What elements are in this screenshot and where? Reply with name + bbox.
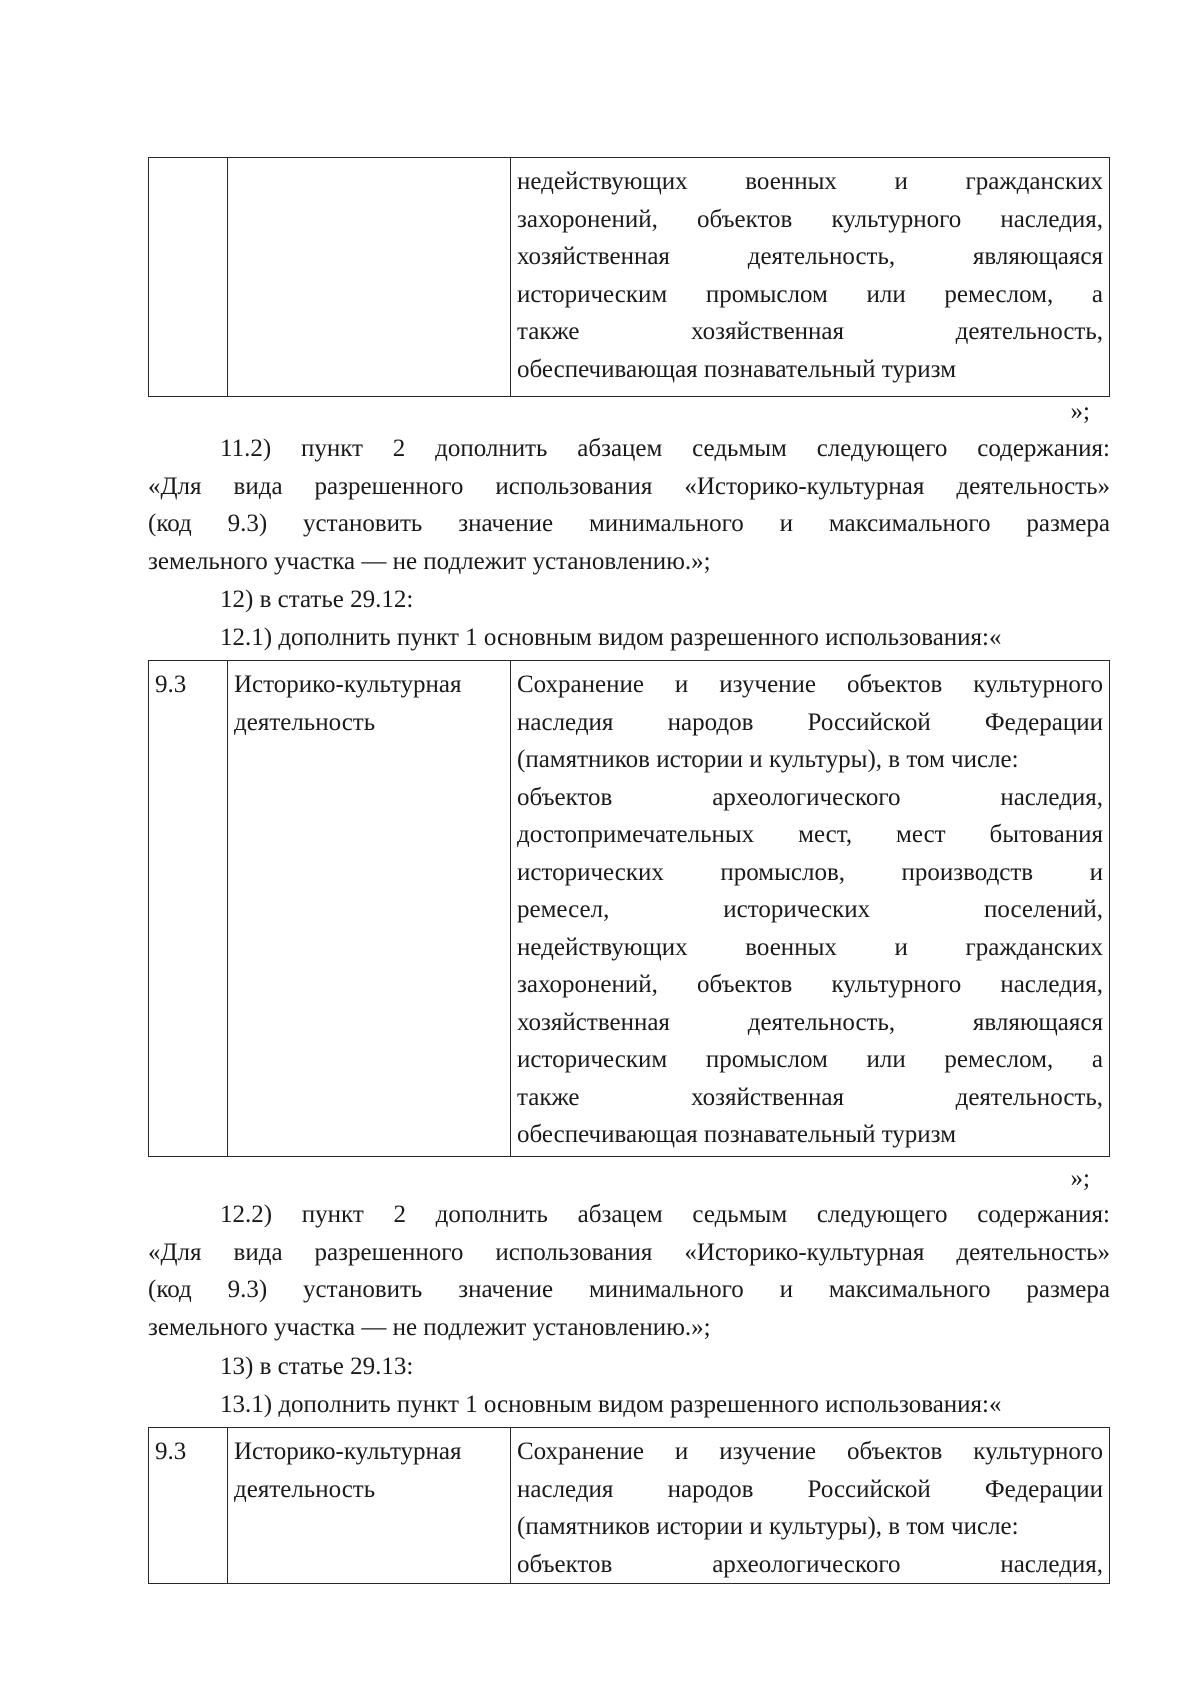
description-line: недействующих военных и гражданских: [517, 168, 1103, 195]
closing-quote: »;: [1070, 398, 1090, 425]
table-29-12: [148, 660, 1110, 1157]
code-cell: [149, 158, 228, 397]
description-line: наследия народов Российской Федерации: [517, 1475, 1103, 1503]
name-line: Историко-культурная: [234, 1438, 462, 1465]
table-row: [149, 158, 1110, 397]
article-heading-29-12: 12) в статье 29.12:: [220, 586, 414, 613]
description-line: хозяйственная деятельность, являющаяся: [517, 243, 1103, 270]
code-cell: 9.3: [149, 1428, 228, 1584]
paragraph-line: «Для вида разрешенного использования «Историко-культурная деятельность»: [148, 1238, 1110, 1266]
description-line: историческим промыслом или ремеслом, а: [517, 280, 1103, 308]
description-line: исторических промыслов, производств и: [517, 858, 1103, 886]
description-cell: [511, 661, 1110, 1157]
paragraph-13-1: 13.1) дополнить пункт 1 основным видом разрешенного использования:«: [220, 1391, 1002, 1418]
paragraph-line: земельного участка — не подлежит установлению.»;: [148, 547, 711, 575]
table-29-13: [148, 1427, 1110, 1584]
name-line: деятельность: [234, 1475, 376, 1503]
paragraph-11-2: [148, 430, 1110, 580]
name-line: деятельность: [234, 708, 376, 736]
article-heading-29-13: 13) в статье 29.13:: [220, 1353, 414, 1380]
description-line: (памятников истории и культуры), в том числе:: [517, 1513, 1019, 1540]
name-line: Историко-культурная: [234, 671, 462, 698]
description-line: также хозяйственная деятельность,: [517, 318, 1103, 345]
description-line: наследия народов Российской Федерации: [517, 708, 1103, 736]
land-use-table-2: [148, 660, 1110, 1157]
land-use-table-3: [148, 1427, 1110, 1584]
description-line: обеспечивающая познавательный туризм: [517, 355, 957, 383]
description-line: захоронений, объектов культурного наследия,: [517, 205, 1103, 233]
description-line: хозяйственная деятельность, являющаяся: [517, 1008, 1103, 1036]
table-continuation: [148, 157, 1110, 397]
paragraph-line: 12.2) пункт 2 дополнить абзацем седьмым следующего содержания:: [220, 1201, 1110, 1228]
paragraph-line: 11.2) пункт 2 дополнить абзацем седьмым следующего содержания:: [220, 435, 1110, 462]
paragraph-12-1: 12.1) дополнить пункт 1 основным видом разрешенного использования:«: [220, 624, 1002, 651]
description-line: обеспечивающая познавательный туризм: [517, 1121, 957, 1148]
description-line: захоронений, объектов культурного наследия,: [517, 971, 1103, 998]
description-line: также хозяйственная деятельность,: [517, 1083, 1103, 1111]
name-cell: [228, 158, 511, 397]
table-row: [149, 661, 1110, 1157]
description-cell: [511, 1428, 1110, 1584]
code-cell: 9.3: [149, 661, 228, 1157]
description-line: историческим промыслом или ремеслом, а: [517, 1046, 1103, 1073]
paragraph-12-2: [148, 1196, 1110, 1346]
name-cell: [228, 661, 511, 1157]
description-line: (памятников истории и культуры), в том числе:: [517, 746, 1019, 773]
description-line: Сохранение и изучение объектов культурного: [517, 1438, 1103, 1465]
paragraph-line: «Для вида разрешенного использования «Историко-культурная деятельность»: [148, 472, 1110, 500]
description-cell: [511, 158, 1110, 397]
paragraph-line: земельного участка — не подлежит установлению.»;: [148, 1313, 711, 1341]
paragraph-line: (код 9.3) установить значение минимального и максимального размера: [148, 510, 1110, 537]
land-use-table-1: [148, 157, 1110, 397]
description-line: ремесел, исторических поселений,: [517, 896, 1103, 923]
description-line: недействующих военных и гражданских: [517, 933, 1103, 961]
description-line: объектов археологического наследия,: [517, 783, 1103, 811]
name-cell: [228, 1428, 511, 1584]
description-line: достопримечательных мест, мест бытования: [517, 821, 1103, 848]
closing-quote: »;: [1070, 1165, 1090, 1192]
description-line: объектов археологического наследия,: [517, 1550, 1103, 1578]
table-row: [149, 1428, 1110, 1584]
paragraph-line: (код 9.3) установить значение минимального и максимального размера: [148, 1276, 1110, 1303]
description-line: Сохранение и изучение объектов культурного: [517, 671, 1103, 698]
